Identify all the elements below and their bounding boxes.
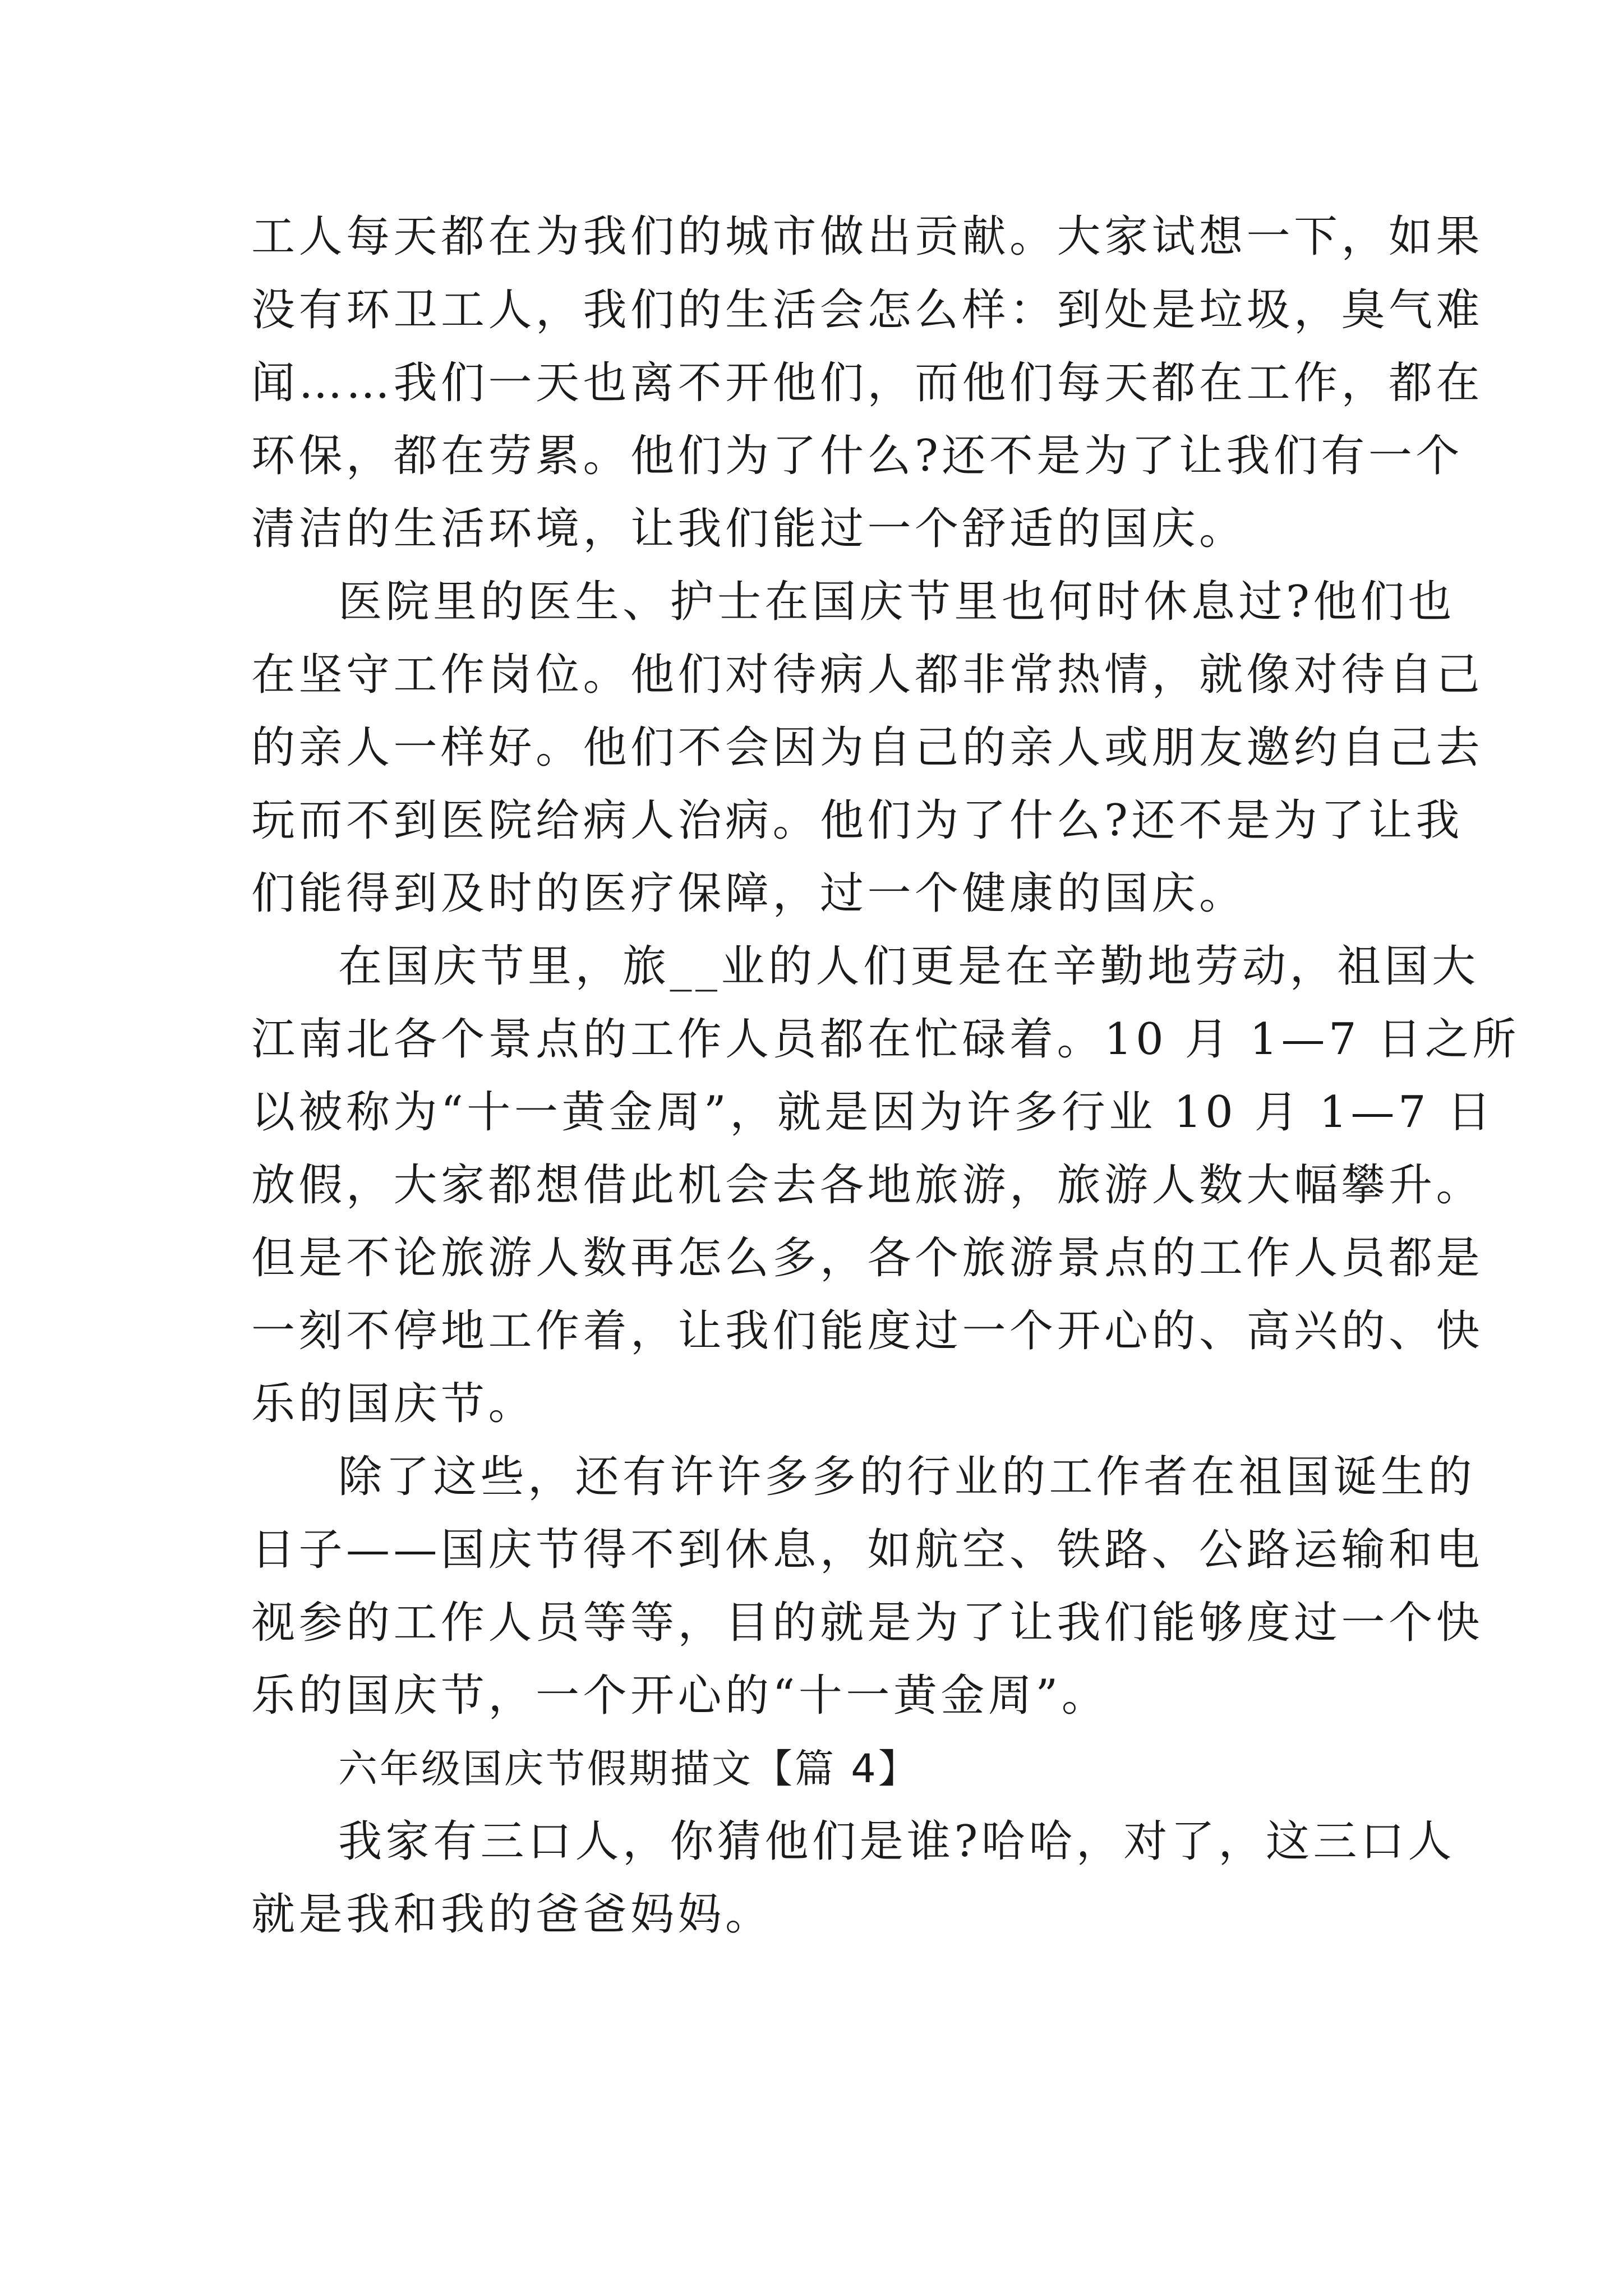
text-line: 闻……我们一天也离不开他们，而他们每天都在工作，都在	[251, 358, 1484, 408]
text-line: 们能得到及时的医疗保障，过一个健康的国庆。	[251, 868, 1247, 919]
text-line: 日子——国庆节得不到休息，如航空、铁路、公路运输和电	[251, 1525, 1484, 1575]
text-line: 玩而不到医院给病人治病。他们为了什么?还不是为了让我	[251, 795, 1463, 846]
text-line: 江南北各个景点的工作人员都在忙碌着。10 月 1—7 日之所	[251, 1014, 1520, 1065]
text-line: 放假，大家都想借此机会去各地旅游，旅游人数大幅攀升。	[251, 1160, 1484, 1211]
paragraph-start-line: 医院里的医生、护士在国庆节里也何时休息过?他们也	[338, 577, 1455, 627]
text-line: 以被称为“十一黄金周”，就是因为许多行业 10 月 1—7 日	[251, 1087, 1495, 1138]
text-line: 乐的国庆节，一个开心的“十一黄金周”。	[251, 1671, 1109, 1721]
paragraph-start-line: 我家有三口人，你猜他们是谁?哈哈，对了，这三口人	[338, 1816, 1455, 1867]
paragraph-start-line: 在国庆节里，旅__业的人们更是在辛勤地劳动，祖国大	[338, 941, 1479, 992]
text-line: 在坚守工作岗位。他们对待病人都非常热情，就像对待自己	[251, 650, 1484, 700]
text-line: 就是我和我的爸爸妈妈。	[251, 1889, 773, 1940]
text-line: 工人每天都在为我们的城市做出贡献。大家试想一下，如果	[251, 211, 1484, 262]
text-line: 但是不论旅游人数再怎么多，各个旅游景点的工作人员都是	[251, 1233, 1484, 1283]
text-line: 没有环卫工人，我们的生活会怎么样：到处是垃圾，臭气难	[251, 285, 1484, 335]
paragraph-start-line: 除了这些，还有许许多多的行业的工作者在祖国诞生的	[338, 1452, 1476, 1502]
text-line: 环保，都在劳累。他们为了什么?还不是为了让我们有一个	[251, 431, 1463, 481]
text-line: 乐的国庆节。	[251, 1379, 536, 1429]
text-line: 一刻不停地工作着，让我们能度过一个开心的、高兴的、快	[251, 1306, 1484, 1356]
text-line: 的亲人一样好。他们不会因为自己的亲人或朋友邀约自己去	[251, 723, 1484, 773]
text-line: 视参的工作人员等等，目的就是为了让我们能够度过一个快	[251, 1598, 1484, 1648]
text-line: 清洁的生活环境，让我们能过一个舒适的国庆。	[251, 504, 1247, 554]
section-heading: 六年级国庆节假期描文【篇 4】	[338, 1746, 920, 1792]
